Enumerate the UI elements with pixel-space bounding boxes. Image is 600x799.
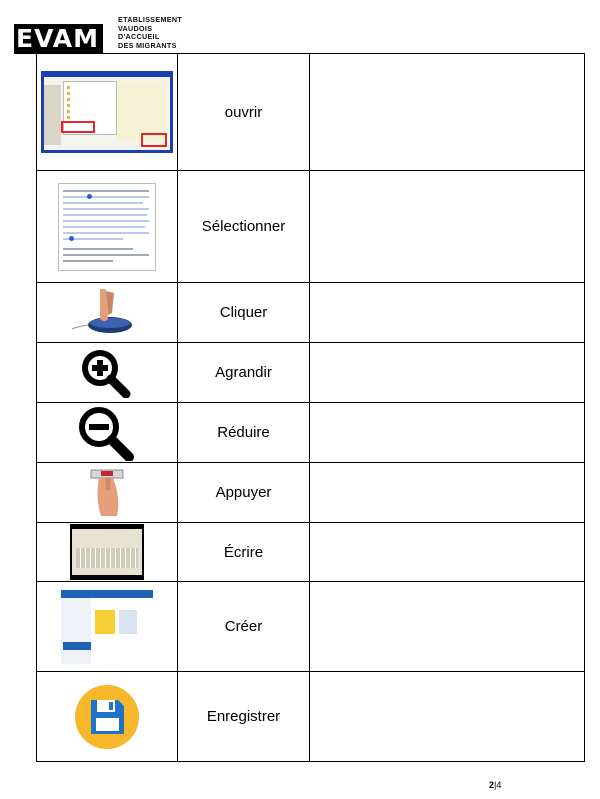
answer-cell[interactable] — [310, 403, 585, 463]
logo-mark: EVAM — [14, 24, 103, 54]
verb-label: Créer — [178, 582, 310, 672]
page-total: 4 — [496, 780, 502, 790]
table-row — [37, 54, 585, 171]
open-dialog-screenshot — [41, 71, 173, 153]
image-cell — [37, 523, 178, 582]
image-cell — [37, 343, 178, 403]
verb-label: Sélectionner — [178, 171, 310, 283]
table-row — [37, 463, 585, 523]
table-row — [37, 403, 585, 463]
image-cell — [37, 403, 178, 463]
answer-cell[interactable] — [310, 283, 585, 343]
answer-cell[interactable] — [310, 582, 585, 672]
table-row — [37, 283, 585, 343]
zoom-in-icon — [80, 348, 134, 398]
verb-label: Réduire — [178, 403, 310, 463]
table-row — [37, 523, 585, 582]
verb-label: Cliquer — [178, 283, 310, 343]
image-cell — [37, 582, 178, 672]
answer-cell[interactable] — [310, 672, 585, 762]
new-document-screenshot — [61, 590, 153, 664]
image-cell — [37, 283, 178, 343]
verb-label: ouvrir — [178, 54, 310, 171]
table-row — [37, 343, 585, 403]
page-current: 2 — [489, 780, 495, 790]
table-row — [37, 582, 585, 672]
table-row — [37, 672, 585, 762]
answer-cell[interactable] — [310, 54, 585, 171]
verb-label: Écrire — [178, 523, 310, 582]
floppy-save-icon — [74, 684, 140, 750]
verbs-table — [36, 53, 585, 762]
page-separator: | — [494, 780, 497, 790]
answer-cell[interactable] — [310, 171, 585, 283]
image-cell — [37, 171, 178, 283]
answer-cell[interactable] — [310, 463, 585, 523]
text-selection-screenshot — [58, 183, 156, 271]
verb-label: Enregistrer — [178, 672, 310, 762]
image-cell — [37, 672, 178, 762]
table-row — [37, 171, 585, 283]
verb-label: Agrandir — [178, 343, 310, 403]
page-number — [489, 780, 501, 790]
button-press-icon — [87, 468, 127, 518]
verb-label: Appuyer — [178, 463, 310, 523]
keyboard-screenshot — [70, 524, 144, 580]
logo-text: ETABLISSEMENT VAUDOIS D'ACCUEIL DES MIGRANTS — [118, 15, 183, 50]
image-cell — [37, 54, 178, 171]
zoom-out-icon — [77, 405, 137, 461]
mouse-click-icon — [70, 289, 144, 337]
answer-cell[interactable] — [310, 523, 585, 582]
image-cell — [37, 463, 178, 523]
answer-cell[interactable] — [310, 343, 585, 403]
